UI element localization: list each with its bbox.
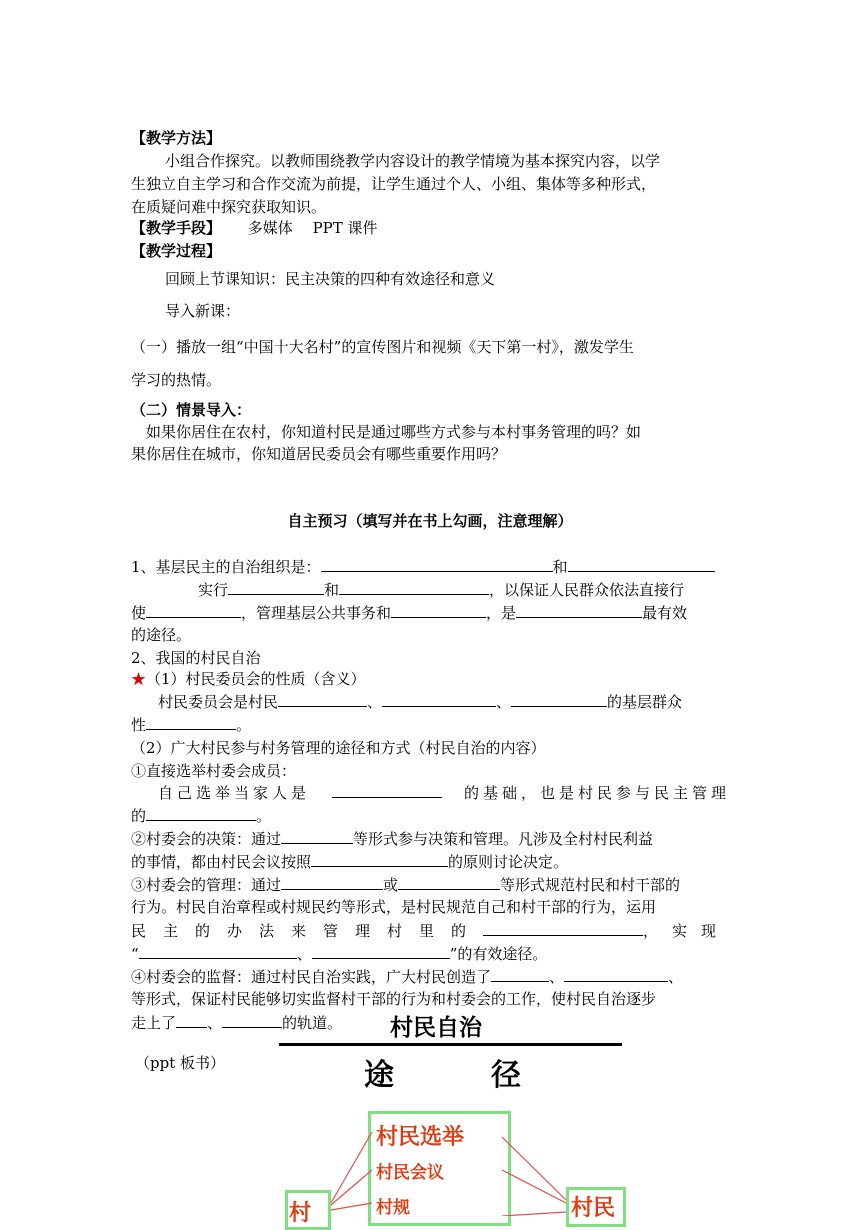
- method-line-2: 生独立自主学习和合作交流为前提，让学生通过个人、小组、集体等多种形式，: [131, 175, 657, 193]
- board-item-rules: 村规: [376, 1198, 410, 1218]
- board-title: 村民自治: [390, 1015, 482, 1041]
- means-value: 多媒体 PPT 课件: [247, 219, 378, 237]
- q2-text: 。: [236, 716, 252, 734]
- c3-text: ”的有效途径。: [449, 945, 548, 963]
- q2-text: 性: [131, 716, 147, 734]
- board-subtitle-left: 途: [364, 1058, 394, 1093]
- q1-text: ，是: [486, 604, 517, 622]
- c1-text: 。: [256, 807, 272, 825]
- c1-text: 的基础，也是村民参与民主管理: [463, 784, 730, 802]
- q1-text: 最有效: [642, 604, 688, 622]
- process-one-line-2: 学习的热情。: [131, 371, 222, 389]
- c4-text: 的轨道。: [282, 1014, 343, 1032]
- q2-text: 、: [496, 693, 512, 711]
- c4-text: ④村委会的监督：通过村民自治实践，广大村民创造了: [131, 968, 492, 986]
- c3-text: ③村委会的管理：通过: [131, 876, 282, 894]
- process-heading: 【教学过程】: [131, 242, 222, 260]
- c2-text: 的事情，都由村民会议按照: [131, 853, 312, 871]
- q2-text: 的基层群众: [607, 693, 683, 711]
- connector-line: [502, 1212, 566, 1216]
- process-two-line-2: 果你居住在城市，你知道居民委员会有哪些重要作用吗？: [131, 445, 507, 463]
- process-two-heading: （二）情景导入：: [131, 401, 252, 419]
- c2-text: 等形式参与决策和管理。凡涉及全村村民利益: [353, 830, 654, 848]
- board-label: （ppt 板书）: [135, 1054, 226, 1072]
- q1-text: 使: [131, 604, 147, 622]
- c4-text: 、: [549, 968, 565, 986]
- c1-heading: ①直接选举村委会成员：: [131, 762, 297, 780]
- right-box-label: 村民: [571, 1196, 616, 1221]
- q1-and: 和: [552, 558, 568, 576]
- q1-text: 1、基层民主的自治组织是：: [131, 558, 321, 576]
- q1-text: ，以保证人民群众依法直接行: [489, 581, 685, 599]
- star-icon: ★: [131, 670, 147, 688]
- board-item-meeting: 村民会议: [376, 1163, 444, 1183]
- q2-2-heading: （2）广大村民参与村务管理的途径和方式（村民自治的内容）: [131, 739, 546, 757]
- connector-line: [331, 1170, 372, 1205]
- method-heading: 【教学方法】: [131, 129, 222, 147]
- q1-text: ，管理基层公共事务和: [241, 604, 392, 622]
- process-one-line-1: （一）播放一组“中国十大名村”的宣传图片和视频《天下第一村》，激发学生: [131, 338, 634, 356]
- process-two-line-1: 如果你居住在农村，你知道村民是通过哪些方式参与本村事务管理的吗？如: [146, 423, 642, 441]
- method-line-1: 小组合作探究。以教师围绕教学内容设计的教学情境为基本探究内容，以学: [165, 152, 661, 170]
- c3-text: 民主的办法来管理村里的: [131, 922, 484, 940]
- c3-text: 、: [296, 945, 312, 963]
- c2-text: ②村委会的决策：通过: [131, 830, 282, 848]
- q1-text: 实行: [198, 581, 229, 599]
- q2-heading: 2、我国的村民自治: [131, 649, 261, 667]
- board-item-election: 村民选举: [376, 1125, 465, 1150]
- connector-line: [502, 1170, 566, 1203]
- c3-text: “: [131, 945, 139, 963]
- preview-title: 自主预习（填写并在书上勾画，注意理解）: [287, 512, 573, 530]
- q2-1-heading: （1）村民委员会的性质（含义）: [146, 670, 366, 688]
- q2-text: 村民委员会是村民: [158, 693, 279, 711]
- q1-text: 和: [324, 581, 340, 599]
- connector-line: [331, 1203, 372, 1210]
- c3-text: ，实现: [642, 922, 730, 940]
- c4-text: 、: [207, 1014, 223, 1032]
- c4-text: 走上了: [131, 1014, 177, 1032]
- c3-line-2: 行为。村民自治章程或村规民约等形式，是村民规范自己和村干部的行为，运用: [131, 898, 657, 916]
- q1-line-4: 的途径。: [131, 626, 192, 644]
- c1-text: 的: [131, 807, 147, 825]
- means-heading: 【教学手段】: [131, 219, 222, 237]
- connector-line: [331, 1132, 372, 1203]
- method-line-3: 在质疑问难中探究获取知识。: [131, 198, 327, 216]
- board-subtitle-right: 径: [491, 1058, 521, 1093]
- c2-text: 的原则讨论决定。: [448, 853, 569, 871]
- connector-line: [502, 1137, 566, 1200]
- c3-text: 等形式规范村民和村干部的: [500, 876, 681, 894]
- process-review: 回顾上节课知识：民主决策的四种有效途径和意义: [165, 270, 496, 288]
- c3-text: 或: [383, 876, 399, 894]
- process-intro: 导入新课：: [165, 302, 241, 320]
- c4-line-2: 等形式，保证村民能够切实监督村干部的行为和村委会的工作，使村民自治逐步: [131, 990, 657, 1008]
- c1-text: 自己选举当家人是: [158, 784, 311, 802]
- q2-text: 、: [367, 693, 383, 711]
- left-box-label: 村: [289, 1201, 312, 1226]
- c4-text: 、: [668, 968, 684, 986]
